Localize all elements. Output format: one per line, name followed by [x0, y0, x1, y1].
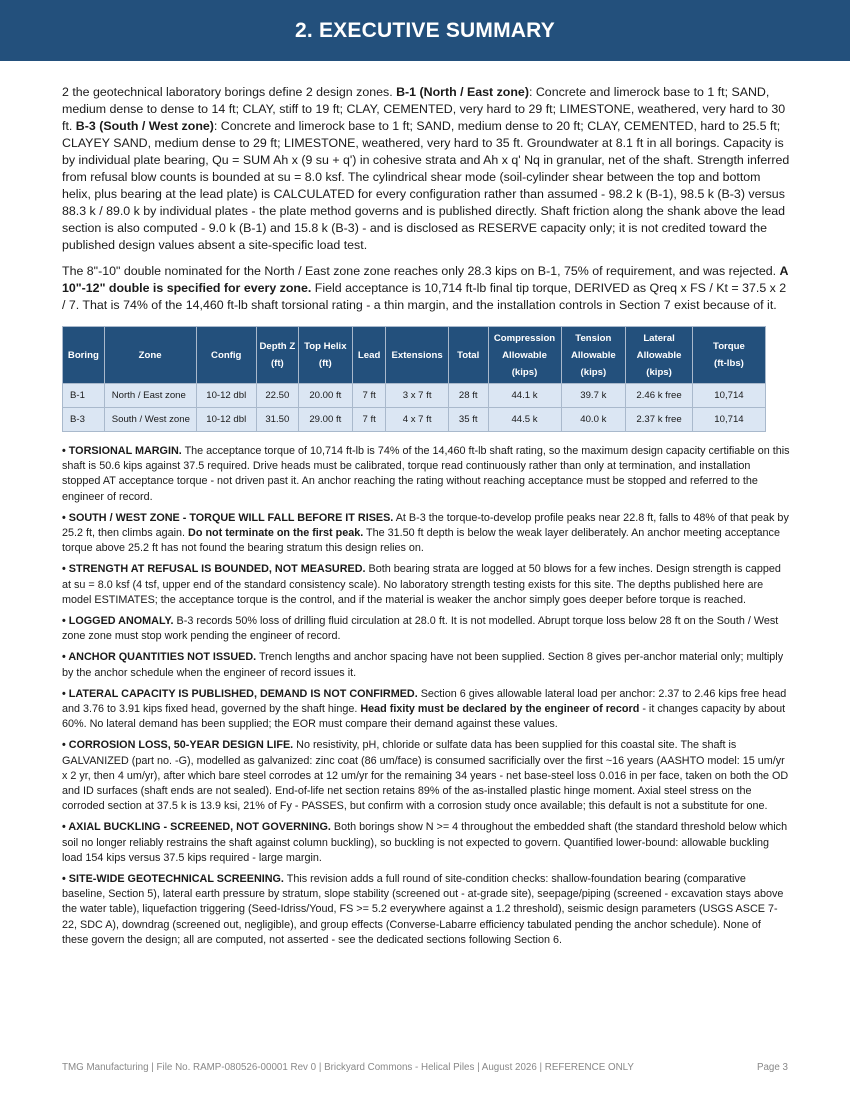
bullet-bold: • AXIAL BUCKLING - SCREENED, NOT GOVERNING.	[62, 821, 331, 834]
main-content	[62, 84, 790, 954]
column-header: Torque (ft-lbs)	[692, 327, 765, 384]
bullet-text: Both bearing strata are logged at 50 blows for a few inches. Design strength is capped at su = 8.0 ksf (4 tsf, upper end of the standard consistency scale). No laboratory strength testing exists for this site. The depths published here are model ESTIMATES; the acceptance torque is the control, and if the material is weaker the anchor simply goes deeper before torque is reached.	[62, 563, 781, 606]
column-header: Lateral Allowable (kips)	[626, 327, 693, 384]
table-cell: South / West zone	[104, 408, 196, 432]
page-title: 2. EXECUTIVE SUMMARY	[295, 18, 555, 42]
paragraph-configuration	[62, 263, 790, 314]
bullet-item	[62, 511, 790, 557]
bullet-text: Section 6 gives allowable lateral load per anchor: 2.37 to 2.46 kips free head and 3.76 to 3.91 kips fixed head, governed by the shaft hinge.	[62, 687, 787, 716]
para-bold: A 10"-12" double is specified for every zone.	[62, 264, 789, 295]
table-cell: 3 x 7 ft	[386, 384, 449, 408]
table-cell: 28 ft	[448, 384, 488, 408]
bullet-item	[62, 614, 790, 644]
bullet-text: Both borings show N >= 4 throughout the embedded shaft (the standard threshold below which soil no longer reliably restrains the shaft against column buckling), so buckling is not expected to govern. Quantified lower-bound: allowable buckling load 154 kips versus 37.5 kips required - large margin.	[62, 821, 788, 864]
table-cell: 20.00 ft	[298, 384, 352, 408]
column-header: Extensions	[386, 327, 449, 384]
page-number: Page 3	[756, 1062, 788, 1073]
summary-table	[62, 326, 766, 432]
bullet-bold: • STRENGTH AT REFUSAL IS BOUNDED, NOT MEASURED.	[62, 563, 366, 576]
para-text: The 8"-10" double nominated for the North / East zone zone reaches only 28.3 kips on B-1, 75% of requirement, and was rejected.	[62, 264, 780, 278]
table-header-row	[63, 327, 766, 384]
paragraph-design-zones	[62, 84, 790, 254]
bullet-item	[62, 820, 790, 866]
bullet-bold: • SOUTH / WEST ZONE - TORQUE WILL FALL BEFORE IT RISES.	[62, 511, 394, 524]
table-cell: 10,714	[692, 384, 765, 408]
bullet-bold: Head fixity must be declared by the engineer of record	[360, 703, 640, 716]
bullet-item	[62, 444, 790, 505]
table-cell: 7 ft	[352, 384, 385, 408]
table-cell: 39.7 k	[561, 384, 626, 408]
para-text: : Concrete and limerock base to 1 ft; SAND, medium dense to dense to 14 ft; CLAY, stiff to 19 ft; CLAY, CEMENTED, very hard to 29 ft; LIMESTONE, weathered, very hard to 30 ft.	[62, 85, 786, 133]
table-cell: 31.50	[256, 408, 298, 432]
column-header: Config	[196, 327, 256, 384]
bullet-bold: • CORROSION LOSS, 50-YEAR DESIGN LIFE.	[62, 739, 294, 752]
table-cell: 2.37 k free	[626, 408, 693, 432]
bullet-text: The acceptance torque of 10,714 ft-lb is 74% of the 14,460 ft-lb shaft rating, so the maximum design capacity certifiable on this shaft is 50.6 kips against 37.5 required. Drive heads must be calibrated, torque read continuously rather than only at termination, and installation stopped AT acceptance torque - not driven past it. An anchor reaching the rating without reaching acceptance must be stopped and referred to the engineer of record.	[62, 445, 790, 503]
column-header: Zone	[104, 327, 196, 384]
table-cell: 10,714	[692, 408, 765, 432]
bullet-bold: • SITE-WIDE GEOTECHNICAL SCREENING.	[62, 873, 284, 886]
bullet-bold: • LOGGED ANOMALY.	[62, 615, 174, 628]
bullet-bold: • LATERAL CAPACITY IS PUBLISHED, DEMAND IS NOT CONFIRMED.	[62, 687, 418, 700]
table-cell: 10-12 dbl	[196, 408, 256, 432]
table-cell: 4 x 7 ft	[386, 408, 449, 432]
table-cell: 40.0 k	[561, 408, 626, 432]
bullet-bold: • ANCHOR QUANTITIES NOT ISSUED.	[62, 651, 257, 664]
bullet-text: No resistivity, pH, chloride or sulfate data has been supplied for this coastal site. The shaft is GALVANIZED (part no. -G), modelled as galvanized: zinc coat (86 um/face) is consumed sacrificially over the first ~16 years (AASHTO model: 15 um/yr x 2 yr, then 4 um/yr), after which bare steel corrodes at 12 um/yr for the remaining 34 years - net base-steel loss 0.016 in per face, taken on both the OD and ID surfaces (shaft ends are not sealed). End-of-life net section retains 89% of the as-installed plastic hinge moment. Axial steel stress on the corroded section at 37.5 k is 13.9 ksi, 21% of Fy - PASSES, but confirm with a corrosion study once available; this default is not a substitute for one.	[62, 739, 789, 813]
bullet-text: Trench lengths and anchor spacing have not been supplied. Section 8 gives per-anchor material only; multiply by the anchor schedule when the engineer of record issues it.	[62, 651, 784, 679]
bullet-text: At B-3 the torque-to-develop profile peaks near 22.8 ft, falls to 48% of that peak by 25.2 ft, then climbs again.	[62, 511, 789, 540]
bullet-text: B-3 records 50% loss of drilling fluid circulation at 28.0 ft. It is not modelled. Abrupt torque loss below 28 ft on the South / West zone zone must stop work pending the engineer of record.	[62, 615, 779, 643]
bullet-item	[62, 872, 790, 948]
table-cell: 35 ft	[448, 408, 488, 432]
table-cell: North / East zone	[104, 384, 196, 408]
para-bold: B-1 (North / East zone)	[396, 85, 529, 99]
bullet-item	[62, 738, 790, 814]
table-cell: 22.50	[256, 384, 298, 408]
table-row	[63, 408, 766, 432]
page-footer	[62, 1062, 788, 1073]
section-header	[0, 0, 850, 61]
table-cell: 29.00 ft	[298, 408, 352, 432]
bullet-text: The 31.50 ft depth is below the weak layer deliberately. An anchor meeting acceptance torque above 25.2 ft has not found the bearing stratum this design relies on.	[62, 527, 780, 555]
para-text: Field acceptance is 10,714 ft-lb final tip torque, DERIVED as Qreq x FS / Kt = 37.5 x 2 / 7. That is 74% of the 14,460 ft-lb shaft torsional rating - a thin margin, and the installation controls in Section 7 exist because of it.	[62, 281, 787, 312]
bullet-bold: • TORSIONAL MARGIN.	[62, 445, 182, 457]
bullet-item	[62, 687, 790, 733]
table-cell: B-1	[63, 384, 105, 408]
bullet-bold: Do not terminate on the first peak.	[188, 527, 364, 540]
column-header: Top Helix (ft)	[298, 327, 352, 384]
table-row	[63, 384, 766, 408]
table-cell: 10-12 dbl	[196, 384, 256, 408]
column-header: Depth Z (ft)	[256, 327, 298, 384]
bullet-list	[62, 444, 790, 948]
table-cell: B-3	[63, 408, 105, 432]
para-text: 2 the geotechnical laboratory borings define 2 design zones.	[62, 85, 397, 99]
column-header: Total	[448, 327, 488, 384]
column-header: Tension Allowable (kips)	[561, 327, 626, 384]
para-bold: B-3 (South / West zone)	[75, 119, 214, 133]
column-header: Boring	[63, 327, 105, 384]
table-cell: 44.5 k	[488, 408, 561, 432]
bullet-item	[62, 650, 790, 680]
column-header: Compression Allowable (kips)	[488, 327, 561, 384]
table-cell: 2.46 k free	[626, 384, 693, 408]
table-cell: 44.1 k	[488, 384, 561, 408]
footer-text: TMG Manufacturing | File No. RAMP-080526-00001 Rev 0 | Brickyard Commons - Helical Piles | August 2026 | REFERENCE ONLY	[62, 1062, 634, 1073]
para-text: : Concrete and limerock base to 1 ft; SAND, medium dense to 20 ft; CLAY, CEMENTED, hard to 25.5 ft; CLAYEY SAND, medium dense to 29 ft; LIMESTONE, weathered, very hard to 35 ft. Groundwater at 8.1 ft in all borings. Capacity is by individual plate bearing, Qu = SUM Ah x (9 su + q') in cohesive strata and Ah x q' Nq in granular, net of the shaft. Strength inferred from refusal blow counts is bounded at su = 8.0 ksf. The cylindrical shear mode (soil-cylinder shear between the top and bottom helix, plus bearing at the lead plate) is CALCULATED for every configuration rather than assumed - 98.2 k (B-1), 98.5 k (B-3) versus 88.3 k / 89.0 k by individual plates - the plate method governs and is published directly. Shaft friction along the shank above the lead section is also computed - 9.0 k (B-1) and 15.8 k (B-3) - and is disclosed as RESERVE capacity only; it is not credited toward the published design values absent a site-specific load test.	[62, 119, 790, 252]
table-cell: 7 ft	[352, 408, 385, 432]
table-body	[63, 384, 766, 432]
bullet-text: - it changes capacity by about 60%. No lateral demand has been supplied; the EOR must compare their demand against these values.	[62, 703, 786, 731]
bullet-text: This revision adds a full round of site-condition checks: shallow-foundation bearing (comparative baseline, Section 5), lateral earth pressure by stratum, slope stability (screened out - at-grade site), seepage/piping (screened - excavation stays above the water table), liquefaction triggering (Seed-Idriss/Youd, FS >= 5.2 everywhere against a 1.2 threshold), seismic design parameters (USGS ASCE 7-22, SDC A), downdrag (screened out, negligible), and group effects (Converse-Labarre efficiency tabulated pending the anchor schedule). None of these govern the design; all are computed, not asserted - see the dedicated sections following Section 6.	[62, 873, 784, 946]
bullet-item	[62, 562, 790, 608]
column-header: Lead	[352, 327, 385, 384]
